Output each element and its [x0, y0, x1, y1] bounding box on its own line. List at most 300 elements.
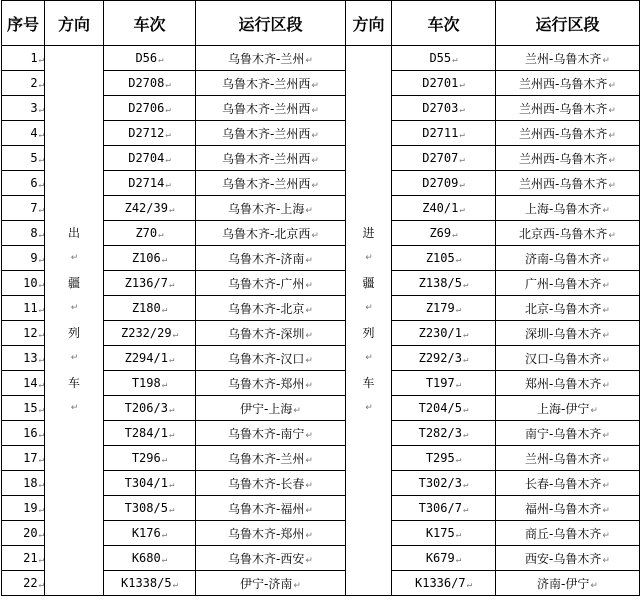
out-route-text: 乌鲁木齐-兰州 — [228, 51, 305, 66]
in-route-text: 兰州西-乌鲁木齐 — [519, 101, 608, 116]
row-index — [2, 171, 45, 196]
in-route — [496, 296, 640, 321]
paragraph-mark-icon: ↵ — [38, 55, 44, 65]
out-train-no — [104, 196, 196, 221]
row-index-text: 19 — [23, 501, 38, 515]
out-train-no-text: Z232/29 — [121, 326, 172, 340]
paragraph-mark-icon: ↵ — [168, 480, 175, 490]
out-train-no — [104, 421, 196, 446]
paragraph-mark-icon: ↵ — [459, 155, 465, 165]
paragraph-mark-icon: ↵ — [161, 455, 168, 465]
paragraph-mark-icon: ↵ — [38, 505, 44, 515]
header-index: 序号 — [2, 1, 45, 46]
paragraph-mark-icon: ↵ — [602, 55, 610, 66]
in-route — [496, 571, 640, 596]
paragraph-mark-icon: ↵ — [455, 255, 462, 265]
paragraph-mark-icon: ↵ — [38, 580, 44, 590]
paragraph-mark-icon: ↵ — [466, 580, 472, 590]
row-index — [2, 221, 45, 246]
out-train-no-text: D2712 — [128, 126, 165, 140]
paragraph-mark-icon: ↵ — [38, 180, 44, 190]
paragraph-mark-icon: ↵ — [38, 530, 44, 540]
paragraph-mark-icon: ↵ — [602, 455, 610, 466]
out-route-text: 乌鲁木齐-郑州 — [228, 376, 305, 391]
paragraph-mark-icon: ↵ — [311, 105, 319, 116]
in-train-no-text: Z40/1 — [422, 201, 459, 215]
paragraph-mark-icon: ↵ — [168, 405, 175, 415]
paragraph-mark-icon: ↵ — [311, 80, 319, 91]
paragraph-mark-icon: ↵ — [305, 530, 313, 541]
paragraph-mark-icon: ↵ — [590, 580, 598, 591]
paragraph-mark-icon: ↵ — [602, 205, 610, 216]
direction-in-cell — [346, 46, 392, 596]
header-train-no-in: 车次 — [392, 1, 496, 46]
direction-out-cell-line — [68, 221, 80, 271]
row-index-text: 9 — [30, 251, 38, 265]
out-route — [196, 221, 346, 246]
direction-in-cell-line — [362, 221, 374, 271]
header-section-out: 运行区段 — [196, 1, 346, 46]
paragraph-mark-icon: ↵ — [602, 305, 610, 316]
paragraph-mark-icon: ↵ — [305, 480, 313, 491]
out-route — [196, 371, 346, 396]
out-route-text: 乌鲁木齐-兰州西 — [222, 176, 311, 191]
paragraph-mark-icon: ↵ — [293, 405, 301, 416]
paragraph-mark-icon: ↵ — [305, 330, 313, 341]
out-route — [196, 96, 346, 121]
paragraph-mark-icon: ↵ — [455, 530, 462, 540]
row-index-text: 4 — [30, 126, 38, 140]
row-index — [2, 296, 45, 321]
out-train-no — [104, 96, 196, 121]
in-route — [496, 196, 640, 221]
table-body — [2, 46, 640, 596]
in-train-no-text: D2703 — [422, 101, 459, 115]
row-index — [2, 96, 45, 121]
in-train-no-text: T197 — [425, 376, 455, 390]
in-route-text: 福州-乌鲁木齐 — [525, 501, 602, 516]
in-train-no-text: D2709 — [422, 176, 459, 190]
paragraph-mark-icon: ↵ — [70, 252, 79, 263]
in-route — [496, 246, 640, 271]
table-row — [2, 46, 640, 71]
in-route-text: 济南-乌鲁木齐 — [525, 251, 602, 266]
header-section-in: 运行区段 — [496, 1, 640, 46]
out-train-no-text: Z106 — [131, 251, 161, 265]
direction-in-cell-char: 列 — [362, 325, 375, 340]
in-route — [496, 96, 640, 121]
row-index — [2, 496, 45, 521]
in-train-no-text: T302/3 — [418, 476, 462, 490]
out-route-text: 乌鲁木齐-兰州西 — [222, 126, 311, 141]
out-route-text: 乌鲁木齐-济南 — [228, 251, 305, 266]
in-train-no-text: T295 — [425, 451, 455, 465]
paragraph-mark-icon: ↵ — [608, 155, 616, 166]
direction-out-cell-line — [68, 271, 80, 321]
paragraph-mark-icon: ↵ — [305, 305, 313, 316]
out-route-text: 乌鲁木齐-福州 — [228, 501, 305, 516]
paragraph-mark-icon: ↵ — [305, 255, 313, 266]
in-route-text: 深圳-乌鲁木齐 — [525, 326, 602, 341]
paragraph-mark-icon: ↵ — [38, 205, 44, 215]
in-train-no — [392, 371, 496, 396]
paragraph-mark-icon: ↵ — [168, 505, 175, 515]
out-route-text: 乌鲁木齐-广州 — [228, 276, 305, 291]
out-route-text: 乌鲁木齐-兰州 — [228, 451, 305, 466]
paragraph-mark-icon: ↵ — [602, 355, 610, 366]
direction-in-cell-char: 进 — [362, 225, 375, 240]
train-schedule-table — [1, 0, 640, 596]
out-route — [196, 346, 346, 371]
paragraph-mark-icon: ↵ — [459, 205, 465, 215]
out-route — [196, 296, 346, 321]
out-train-no — [104, 546, 196, 571]
row-index — [2, 196, 45, 221]
in-route — [496, 496, 640, 521]
row-index — [2, 246, 45, 271]
paragraph-mark-icon: ↵ — [168, 355, 175, 365]
paragraph-mark-icon: ↵ — [161, 380, 168, 390]
out-train-no-text: K1338/5 — [121, 576, 172, 590]
direction-in-cell-line — [362, 271, 374, 321]
paragraph-mark-icon: ↵ — [305, 555, 313, 566]
paragraph-mark-icon: ↵ — [38, 455, 44, 465]
in-train-no — [392, 246, 496, 271]
in-route-text: 北京西-乌鲁木齐 — [519, 226, 608, 241]
row-index-text: 22 — [23, 576, 38, 590]
in-route — [496, 346, 640, 371]
paragraph-mark-icon: ↵ — [168, 430, 175, 440]
in-route-text: 兰州西-乌鲁木齐 — [519, 151, 608, 166]
paragraph-mark-icon: ↵ — [70, 402, 79, 413]
out-route — [196, 146, 346, 171]
paragraph-mark-icon: ↵ — [311, 180, 319, 191]
out-train-no — [104, 446, 196, 471]
paragraph-mark-icon: ↵ — [608, 80, 616, 91]
out-train-no-text: D2706 — [128, 101, 165, 115]
paragraph-mark-icon: ↵ — [459, 105, 465, 115]
in-route-text: 南宁-乌鲁木齐 — [525, 426, 602, 441]
row-index-text: 11 — [23, 301, 38, 315]
in-train-no — [392, 571, 496, 596]
direction-out-cell-char: 车 — [67, 375, 80, 390]
in-route — [496, 171, 640, 196]
out-route — [196, 246, 346, 271]
paragraph-mark-icon: ↵ — [455, 455, 462, 465]
out-route — [196, 546, 346, 571]
paragraph-mark-icon: ↵ — [608, 130, 616, 141]
out-train-no-text: D2714 — [128, 176, 165, 190]
row-index-text: 5 — [30, 151, 38, 165]
row-index-text: 8 — [30, 226, 38, 240]
paragraph-mark-icon: ↵ — [305, 505, 313, 516]
in-route — [496, 396, 640, 421]
row-index-text: 18 — [23, 476, 38, 490]
in-train-no — [392, 496, 496, 521]
row-index — [2, 71, 45, 96]
out-route-text: 伊宁-上海 — [240, 401, 293, 416]
row-index-text: 7 — [30, 201, 38, 215]
out-route-text: 乌鲁木齐-北京 — [228, 301, 305, 316]
row-index — [2, 546, 45, 571]
out-train-no — [104, 146, 196, 171]
paragraph-mark-icon: ↵ — [602, 255, 610, 266]
row-index — [2, 396, 45, 421]
row-index-text: 14 — [23, 376, 38, 390]
out-route-text: 乌鲁木齐-兰州西 — [222, 101, 311, 116]
in-train-no — [392, 71, 496, 96]
paragraph-mark-icon: ↵ — [311, 130, 319, 141]
paragraph-mark-icon: ↵ — [38, 480, 44, 490]
out-train-no — [104, 571, 196, 596]
in-route-text: 郑州-乌鲁木齐 — [525, 376, 602, 391]
out-route — [196, 171, 346, 196]
in-train-no-text: D55 — [429, 51, 452, 65]
out-train-no-text: Z70 — [135, 226, 158, 240]
paragraph-mark-icon: ↵ — [38, 555, 44, 565]
in-route — [496, 271, 640, 296]
paragraph-mark-icon: ↵ — [311, 155, 319, 166]
out-train-no-text: T284/1 — [124, 426, 168, 440]
row-index — [2, 346, 45, 371]
header-direction-in: 方向 — [346, 1, 392, 46]
in-route-text: 兰州西-乌鲁木齐 — [519, 76, 608, 91]
in-route — [496, 46, 640, 71]
paragraph-mark-icon: ↵ — [590, 405, 598, 416]
paragraph-mark-icon: ↵ — [305, 355, 313, 366]
paragraph-mark-icon: ↵ — [305, 205, 313, 216]
out-train-no — [104, 346, 196, 371]
direction-out-cell — [45, 46, 104, 596]
paragraph-mark-icon: ↵ — [158, 230, 164, 240]
in-train-no-text: Z230/1 — [418, 326, 462, 340]
paragraph-mark-icon: ↵ — [70, 302, 79, 313]
paragraph-mark-icon: ↵ — [305, 280, 313, 291]
paragraph-mark-icon: ↵ — [165, 105, 171, 115]
out-route-text: 乌鲁木齐-长春 — [228, 476, 305, 491]
out-route — [196, 571, 346, 596]
row-index-text: 20 — [23, 526, 38, 540]
paragraph-mark-icon: ↵ — [38, 255, 44, 265]
out-train-no-text: T296 — [131, 451, 161, 465]
in-route — [496, 321, 640, 346]
paragraph-mark-icon: ↵ — [311, 230, 319, 241]
row-index-text: 10 — [23, 276, 38, 290]
row-index — [2, 521, 45, 546]
paragraph-mark-icon: ↵ — [38, 80, 44, 90]
in-route-text: 商丘-乌鲁木齐 — [525, 526, 602, 541]
out-route — [196, 471, 346, 496]
paragraph-mark-icon: ↵ — [462, 505, 469, 515]
row-index — [2, 271, 45, 296]
in-route-text: 西安-乌鲁木齐 — [525, 551, 602, 566]
paragraph-mark-icon: ↵ — [602, 480, 610, 491]
out-train-no-text: Z42/39 — [124, 201, 168, 215]
out-route-text: 乌鲁木齐-郑州 — [228, 526, 305, 541]
row-index — [2, 371, 45, 396]
out-train-no-text: D2708 — [128, 76, 165, 90]
paragraph-mark-icon: ↵ — [602, 530, 610, 541]
in-train-no-text: K1336/7 — [415, 576, 466, 590]
paragraph-mark-icon: ↵ — [462, 280, 469, 290]
in-train-no — [392, 96, 496, 121]
in-route — [496, 221, 640, 246]
out-train-no — [104, 321, 196, 346]
header-train-no-out: 车次 — [104, 1, 196, 46]
out-train-no — [104, 471, 196, 496]
paragraph-mark-icon: ↵ — [172, 330, 178, 340]
paragraph-mark-icon: ↵ — [365, 352, 373, 363]
in-train-no-text: D2711 — [422, 126, 459, 140]
paragraph-mark-icon: ↵ — [168, 280, 175, 290]
paragraph-mark-icon: ↵ — [462, 405, 469, 415]
out-route — [196, 71, 346, 96]
paragraph-mark-icon: ↵ — [38, 230, 44, 240]
direction-out-cell-line — [68, 321, 80, 371]
out-train-no-text: Z294/1 — [124, 351, 168, 365]
out-train-no — [104, 46, 196, 71]
in-train-no — [392, 421, 496, 446]
direction-in-cell-line — [362, 321, 374, 371]
header-row — [2, 1, 640, 46]
out-train-no — [104, 246, 196, 271]
paragraph-mark-icon: ↵ — [365, 302, 373, 313]
in-train-no-text: T282/3 — [418, 426, 462, 440]
out-train-no — [104, 171, 196, 196]
out-route-text: 乌鲁木齐-汉口 — [228, 351, 305, 366]
in-train-no-text: T306/7 — [418, 501, 462, 515]
paragraph-mark-icon: ↵ — [38, 105, 44, 115]
paragraph-mark-icon: ↵ — [38, 305, 44, 315]
paragraph-mark-icon: ↵ — [602, 280, 610, 291]
paragraph-mark-icon: ↵ — [305, 455, 313, 466]
row-index-text: 17 — [23, 451, 38, 465]
paragraph-mark-icon: ↵ — [38, 380, 44, 390]
in-train-no — [392, 196, 496, 221]
paragraph-mark-icon: ↵ — [38, 405, 44, 415]
row-index-text: 16 — [23, 426, 38, 440]
in-train-no — [392, 146, 496, 171]
paragraph-mark-icon: ↵ — [38, 330, 44, 340]
out-train-no-text: D56 — [135, 51, 158, 65]
in-route-text: 济南-伊宁 — [537, 576, 590, 591]
paragraph-mark-icon: ↵ — [462, 480, 469, 490]
paragraph-mark-icon: ↵ — [293, 580, 301, 591]
in-train-no — [392, 221, 496, 246]
paragraph-mark-icon: ↵ — [459, 130, 465, 140]
out-route-text: 乌鲁木齐-西安 — [228, 551, 305, 566]
in-train-no-text: K679 — [425, 551, 455, 565]
paragraph-mark-icon: ↵ — [158, 55, 164, 65]
in-route-text: 北京-乌鲁木齐 — [525, 301, 602, 316]
header-direction-out: 方向 — [45, 1, 104, 46]
paragraph-mark-icon: ↵ — [161, 305, 168, 315]
paragraph-mark-icon: ↵ — [365, 252, 373, 263]
paragraph-mark-icon: ↵ — [38, 280, 44, 290]
out-route — [196, 271, 346, 296]
in-route — [496, 421, 640, 446]
in-route — [496, 71, 640, 96]
row-index-text: 15 — [23, 401, 38, 415]
out-route — [196, 196, 346, 221]
row-index — [2, 471, 45, 496]
paragraph-mark-icon: ↵ — [365, 402, 373, 413]
in-route — [496, 121, 640, 146]
paragraph-mark-icon: ↵ — [462, 330, 469, 340]
paragraph-mark-icon: ↵ — [602, 555, 610, 566]
in-route-text: 上海-乌鲁木齐 — [525, 201, 602, 216]
paragraph-mark-icon: ↵ — [608, 105, 616, 116]
paragraph-mark-icon: ↵ — [161, 530, 168, 540]
out-train-no-text: Z136/7 — [124, 276, 168, 290]
paragraph-mark-icon: ↵ — [602, 330, 610, 341]
out-route-text: 乌鲁木齐-上海 — [228, 201, 305, 216]
out-route — [196, 321, 346, 346]
in-train-no-text: D2707 — [422, 151, 459, 165]
out-train-no — [104, 396, 196, 421]
out-train-no-text: T206/3 — [124, 401, 168, 415]
paragraph-mark-icon: ↵ — [38, 430, 44, 440]
out-route — [196, 396, 346, 421]
paragraph-mark-icon: ↵ — [172, 580, 178, 590]
in-route-text: 兰州西-乌鲁木齐 — [519, 126, 608, 141]
paragraph-mark-icon: ↵ — [165, 155, 171, 165]
in-train-no-text: Z105 — [425, 251, 455, 265]
paragraph-mark-icon: ↵ — [602, 380, 610, 391]
paragraph-mark-icon: ↵ — [165, 80, 171, 90]
in-route — [496, 521, 640, 546]
row-index-text: 21 — [23, 551, 38, 565]
paragraph-mark-icon: ↵ — [455, 305, 462, 315]
paragraph-mark-icon: ↵ — [168, 205, 175, 215]
row-index — [2, 146, 45, 171]
direction-out-cell-char: 出 — [67, 225, 80, 240]
out-route — [196, 521, 346, 546]
in-route — [496, 546, 640, 571]
direction-in-cell-line — [362, 371, 374, 421]
out-route — [196, 121, 346, 146]
in-train-no — [392, 296, 496, 321]
paragraph-mark-icon: ↵ — [452, 230, 458, 240]
paragraph-mark-icon: ↵ — [305, 380, 313, 391]
out-route-text: 乌鲁木齐-兰州西 — [222, 151, 311, 166]
row-index — [2, 446, 45, 471]
in-route — [496, 446, 640, 471]
paragraph-mark-icon: ↵ — [602, 430, 610, 441]
out-route-text: 伊宁-济南 — [240, 576, 293, 591]
direction-out-cell-line — [68, 371, 80, 421]
out-train-no — [104, 496, 196, 521]
in-train-no-text: Z179 — [425, 301, 455, 315]
row-index — [2, 46, 45, 71]
in-train-no — [392, 321, 496, 346]
in-train-no — [392, 546, 496, 571]
row-index-text: 1 — [30, 51, 38, 65]
paragraph-mark-icon: ↵ — [459, 180, 465, 190]
in-route-text: 兰州-乌鲁木齐 — [525, 451, 602, 466]
out-train-no-text: T198 — [131, 376, 161, 390]
paragraph-mark-icon: ↵ — [161, 255, 168, 265]
out-train-no — [104, 521, 196, 546]
in-route-text: 汉口-乌鲁木齐 — [525, 351, 602, 366]
in-train-no — [392, 396, 496, 421]
row-index-text: 6 — [30, 176, 38, 190]
direction-out-cell-char: 疆 — [67, 275, 80, 290]
in-train-no — [392, 171, 496, 196]
out-train-no-text: T304/1 — [124, 476, 168, 490]
row-index — [2, 421, 45, 446]
out-train-no-text: D2704 — [128, 151, 165, 165]
